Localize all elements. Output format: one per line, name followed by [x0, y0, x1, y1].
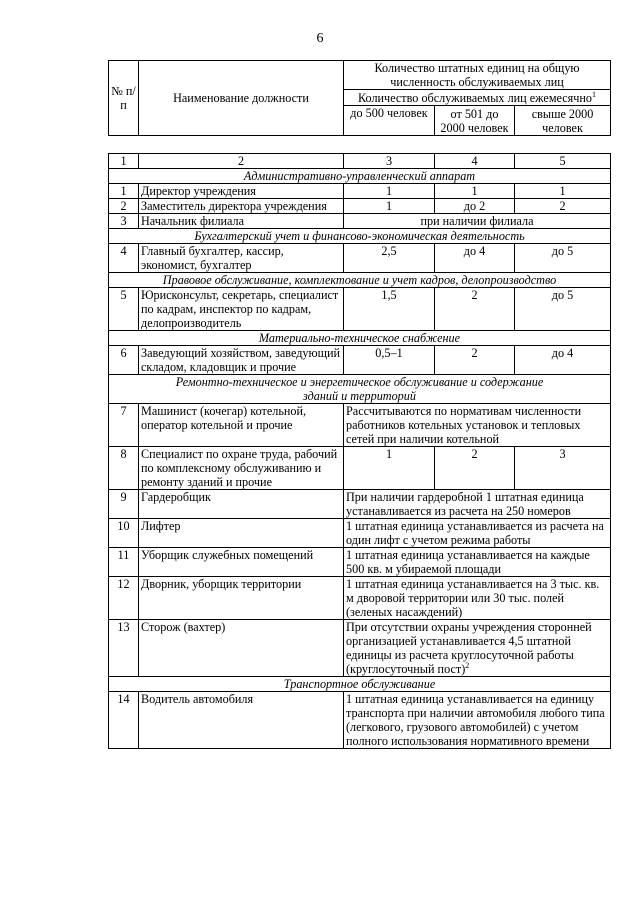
table-row: [109, 288, 611, 331]
value-range-3: 3: [515, 447, 611, 490]
merged-value: 1 штатная единица устанавливается из расчета на один лифт с учетом режима работы: [344, 519, 611, 548]
value-range-3: до 5: [515, 244, 611, 273]
section-heading: Бухгалтерский учет и финансово-экономическая деятельность: [109, 229, 611, 244]
table-row: [109, 692, 611, 749]
position-name: Юрисконсульт, секретарь, специалист по кадрам, инспектор по кадрам, делопроизводитель: [139, 288, 344, 331]
position-name: Сторож (вахтер): [139, 620, 344, 677]
header-col-served-text: Количество обслуживаемых лиц ежемесячно: [358, 90, 593, 105]
footnote-mark-2: 2: [465, 660, 470, 670]
numbering-cell: 3: [344, 154, 435, 169]
header-col-qty-group: Количество штатных единиц на общую численность обслуживаемых лиц: [344, 61, 611, 90]
header-col-position: Наименование должности: [139, 61, 344, 136]
position-name: Лифтер: [139, 519, 344, 548]
position-name: Гардеробщик: [139, 490, 344, 519]
value-range-2: 1: [435, 184, 515, 199]
position-name: Заведующий хозяйством, заведующий складом, кладовщик и прочие: [139, 346, 344, 375]
header-col-served: [344, 90, 611, 106]
numbering-row: [109, 154, 611, 169]
row-number: 6: [109, 346, 139, 375]
value-range-3: до 5: [515, 288, 611, 331]
table-row: [109, 214, 611, 229]
row-number: 2: [109, 199, 139, 214]
row-number: 4: [109, 244, 139, 273]
footnote-mark-1: 1: [592, 89, 597, 99]
merged-value: 1 штатная единица устанавливается на каждые 500 кв. м убираемой площади: [344, 548, 611, 577]
numbering-cell: 2: [139, 154, 344, 169]
table-row: [109, 620, 611, 677]
header-table: [108, 60, 611, 136]
table-row: [109, 490, 611, 519]
position-name: Машинист (кочегар) котельной, оператор котельной и прочие: [139, 404, 344, 447]
row-number: 5: [109, 288, 139, 331]
position-name: Директор учреждения: [139, 184, 344, 199]
position-name: Специалист по охране труда, рабочий по комплексному обслуживанию и ремонту зданий и прочие: [139, 447, 344, 490]
table-row: [109, 244, 611, 273]
merged-value: 1 штатная единица устанавливается на 3 тыс. кв. м дворовой территории или 30 тыс. полей (зеленых насаждений): [344, 577, 611, 620]
table-row: [109, 447, 611, 490]
section-heading: Правовое обслуживание, комплектование и учет кадров, делопроизводство: [109, 273, 611, 288]
value-range-3: до 4: [515, 346, 611, 375]
merged-value: Рассчитываются по нормативам численности работников котельных установок и тепловых сетей при наличии котельной: [344, 404, 611, 447]
value-range-2: 2: [435, 346, 515, 375]
page-number: 6: [316, 31, 324, 46]
value-range-3: 2: [515, 199, 611, 214]
table-row: [109, 404, 611, 447]
merged-value: [344, 620, 611, 677]
merged-value-text: При отсутствии охраны учреждения сторонней организацией устанавливается 4,5 штатной единицы из расчета круглосуточной работы (круглосуточный пост): [346, 620, 592, 676]
value-range-3: 1: [515, 184, 611, 199]
position-name: Водитель автомобиля: [139, 692, 344, 749]
table-row: [109, 548, 611, 577]
value-range-1: 1: [344, 184, 435, 199]
row-number: 7: [109, 404, 139, 447]
value-range-1: 2,5: [344, 244, 435, 273]
row-number: 3: [109, 214, 139, 229]
row-number: 8: [109, 447, 139, 490]
section-heading: Ремонтно-техническое и энергетическое обслуживание и содержание зданий и территорий: [109, 375, 611, 404]
row-number: 12: [109, 577, 139, 620]
row-number: 10: [109, 519, 139, 548]
merged-value: при наличии филиала: [344, 214, 611, 229]
row-number: 14: [109, 692, 139, 749]
header-col-range-1: до 500 человек: [344, 106, 435, 136]
position-name: Главный бухгалтер, кассир, экономист, бухгалтер: [139, 244, 344, 273]
value-range-1: 0,5–1: [344, 346, 435, 375]
header-col-range-2: от 501 до 2000 человек: [435, 106, 515, 136]
value-range-1: 1,5: [344, 288, 435, 331]
table-row: [109, 577, 611, 620]
position-name: Уборщик служебных помещений: [139, 548, 344, 577]
numbering-cell: 4: [435, 154, 515, 169]
value-range-1: 1: [344, 447, 435, 490]
row-number: 13: [109, 620, 139, 677]
row-number: 1: [109, 184, 139, 199]
position-name: Начальник филиала: [139, 214, 344, 229]
value-range-1: 1: [344, 199, 435, 214]
section-heading: Материально-техническое снабжение: [109, 331, 611, 346]
merged-value: 1 штатная единица устанавливается на единицу транспорта при наличии автомобиля любого типа (легкового, грузового автомобилей) с учетом полного использования нормативного времени: [344, 692, 611, 749]
table-row: [109, 346, 611, 375]
merged-value: При наличии гардеробной 1 штатная единица устанавливается из расчета на 250 номеров: [344, 490, 611, 519]
table-row: [109, 519, 611, 548]
section-heading: Административно-управленческий аппарат: [109, 169, 611, 184]
value-range-2: до 4: [435, 244, 515, 273]
header-col-number: № п/п: [109, 61, 139, 136]
row-number: 11: [109, 548, 139, 577]
value-range-2: 2: [435, 288, 515, 331]
value-range-2: 2: [435, 447, 515, 490]
position-name: Дворник, уборщик территории: [139, 577, 344, 620]
numbering-cell: 5: [515, 154, 611, 169]
row-number: 9: [109, 490, 139, 519]
numbering-cell: 1: [109, 154, 139, 169]
staffing-table: [108, 153, 611, 749]
section-heading: Транспортное обслуживание: [109, 677, 611, 692]
table-row: [109, 184, 611, 199]
value-range-2: до 2: [435, 199, 515, 214]
table-row: [109, 199, 611, 214]
header-col-range-3: свыше 2000 человек: [515, 106, 611, 136]
position-name: Заместитель директора учреждения: [139, 199, 344, 214]
